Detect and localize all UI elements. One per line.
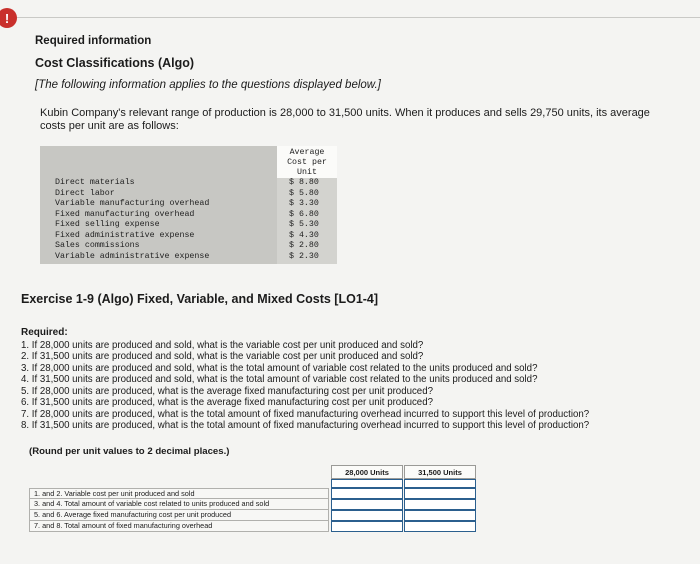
table-row: [29, 510, 476, 521]
cost-label: Variable manufacturing overhead: [55, 199, 210, 208]
cost-value: $ 8.80: [289, 178, 319, 187]
required-label: Required:: [21, 327, 68, 338]
required-information-heading: Required information: [35, 35, 152, 47]
table-row: [40, 241, 337, 251]
table-row: [29, 521, 476, 532]
cost-value: $ 5.80: [289, 188, 319, 198]
column-header-28000: 28,000 Units: [331, 465, 403, 479]
cost-label: Fixed manufacturing overhead: [55, 209, 195, 219]
cost-value: $ 6.80: [289, 209, 319, 219]
row-label: 1. and 2. Variable cost per unit produced and sold: [29, 488, 329, 499]
table-row: [40, 220, 337, 230]
cost-table-header-line: Cost per: [287, 158, 327, 167]
table-row: [29, 488, 476, 499]
answer-input-spacer: [404, 479, 476, 488]
question-item: 1. If 28,000 units are produced and sold, what is the variable cost per unit produced and sold?: [21, 340, 424, 351]
question-item: 2. If 31,500 units are produced and sold, what is the variable cost per unit produced and sold?: [21, 351, 424, 362]
table-row: [40, 210, 337, 220]
table-row: [40, 199, 337, 209]
total-fixed-mfg-overhead-28000-input[interactable]: [331, 521, 403, 532]
cost-label: Fixed administrative expense: [55, 230, 195, 240]
top-divider: [12, 17, 700, 18]
cost-table-header: [277, 148, 337, 178]
row-label: 5. and 6. Average fixed manufacturing cost per unit produced: [29, 510, 329, 521]
cost-table-header-line: Unit: [297, 168, 317, 177]
cost-table-header-line: Average: [289, 148, 325, 157]
table-row: [40, 189, 337, 199]
question-item: 7. If 28,000 units are produced, what is the total amount of fixed manufacturing overhead incurred to support this level of production?: [21, 408, 590, 420]
cost-value: $ 5.30: [289, 220, 319, 229]
cost-value: $ 4.30: [289, 230, 319, 240]
cost-value: $ 2.80: [289, 241, 319, 250]
column-header-31500: 31,500 Units: [404, 465, 476, 479]
question-item: 8. If 31,500 units are produced, what is the total amount of fixed manufacturing overhead incurred to support this level of production?: [21, 420, 590, 431]
avg-fixed-mfg-cost-28000-input[interactable]: [331, 510, 403, 521]
cost-label: Variable administrative expense: [55, 251, 210, 261]
cost-table: [40, 146, 337, 264]
section-title: Cost Classifications (Algo): [35, 56, 195, 70]
answer-input-spacer: [331, 479, 403, 488]
intro-paragraph: Kubin Company's relevant range of production is 28,000 to 31,500 units. When it produces and sells 29,750 units, its average costs per unit are as follows:: [40, 107, 650, 132]
cost-label: Direct materials: [55, 178, 135, 187]
question-item: 5. If 28,000 units are produced, what is the average fixed manufacturing cost per unit produced?: [21, 385, 433, 397]
row-label: 7. and 8. Total amount of fixed manufacturing overhead: [29, 521, 329, 532]
table-row: [40, 178, 337, 188]
rounding-instruction: (Round per unit values to 2 decimal places.): [29, 446, 230, 457]
cost-value: $ 3.30: [289, 199, 319, 208]
table-row: [40, 252, 337, 262]
question-item: 6. If 31,500 units are produced, what is the average fixed manufacturing cost per unit produced?: [21, 397, 433, 408]
answer-grid-spacer-row: [29, 479, 476, 488]
exercise-title: Exercise 1-9 (Algo) Fixed, Variable, and Mixed Costs [LO1-4]: [21, 292, 379, 306]
variable-cost-per-unit-28000-input[interactable]: [331, 488, 403, 499]
alert-icon: !: [0, 8, 17, 28]
cost-label: Fixed selling expense: [55, 220, 160, 229]
total-variable-cost-31500-input[interactable]: [404, 499, 476, 510]
total-fixed-mfg-overhead-31500-input[interactable]: [404, 521, 476, 532]
instruction-note: [The following information applies to the questions displayed below.]: [35, 79, 381, 91]
question-item: 3. If 28,000 units are produced and sold, what is the total amount of variable cost related to the units produced and sold?: [21, 362, 538, 374]
cost-label: Sales commissions: [55, 241, 140, 250]
question-item: 4. If 31,500 units are produced and sold, what is the total amount of variable cost related to the units produced and sold?: [21, 374, 538, 385]
variable-cost-per-unit-31500-input[interactable]: [404, 488, 476, 499]
avg-fixed-mfg-cost-31500-input[interactable]: [404, 510, 476, 521]
row-label: 3. and 4. Total amount of variable cost related to units produced and sold: [29, 499, 329, 510]
total-variable-cost-28000-input[interactable]: [331, 499, 403, 510]
cost-value: $ 2.30: [289, 251, 319, 261]
table-row: [40, 231, 337, 241]
cost-label: Direct labor: [55, 188, 115, 198]
table-row: [29, 499, 476, 510]
